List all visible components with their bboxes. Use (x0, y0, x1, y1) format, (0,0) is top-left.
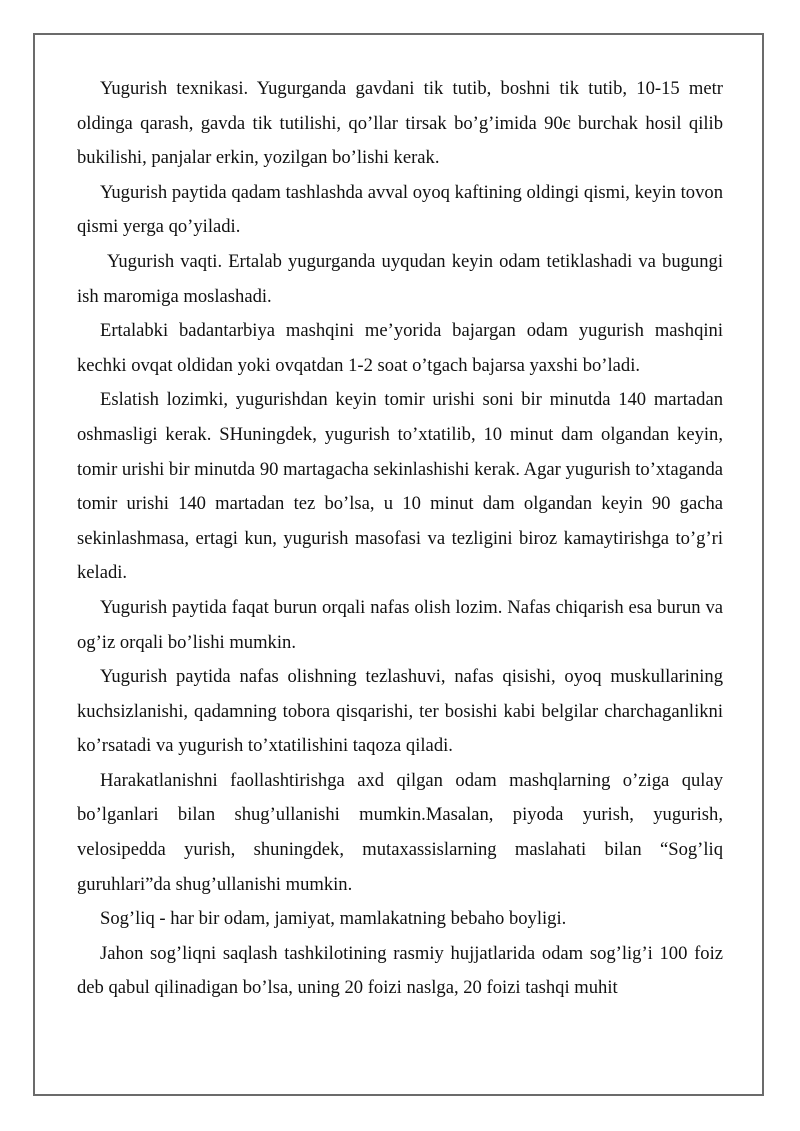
paragraph-health-wealth: Sog’liq - har bir odam, jamiyat, mamlakatning bebaho boyligi. (100, 908, 567, 930)
paragraph-who-health: Jahon sog’liqni saqlash tashkilotining rasmiy hujjatlarida odam sog’lig’i 100 foiz deb qabul qilinadigan bo’lsa, uning 20 foizi naslga, 20 foizi tashqi muhit (77, 942, 723, 999)
paragraph-breathing: Yugurish paytida faqat burun orqali nafas olish lozim. Nafas chiqarish esa burun va og’iz orqali bo’lishi mumkin. (77, 596, 723, 653)
paragraph-morning-exercise: Ertalabki badantarbiya mashqini me’yorida bajargan odam yugurish mashqini kechki ovqat oldidan yoki ovqatdan 1-2 soat o’tgach bajarsa yaxshi bo’ladi. (77, 320, 723, 376)
paragraph-fatigue-signs: Yugurish paytida nafas olishning tezlashuvi, nafas qisishi, oyoq muskullarining kuchsizlanishi, qadamning tobora qisqarishi, ter bosishi kabi belgilar charchaganlikni ko’rsatadi va yugurish to’xtatilishini taqoza qiladi. (77, 666, 723, 757)
paragraph-running-technique: Yugurish texnikasi. Yugurganda gavdani tik tutib, boshni tik tutib, 10-15 metr oldinga qarash, gavda tik tutilishi, qo’llar tirsak bo’g’imida 90є burchak hosil qilib bukilishi, panjalar erkin, yozilgan bo’lishi kerak. (77, 78, 723, 169)
paragraph-pulse-rate: Eslatish lozimki, yugurishdan keyin tomir urishi soni bir minutda 140 martadan oshmasligi kerak. SHuningdek, yugurish to’xtatilib, 10 minut dam olgandan keyin, tomir urishi bir minutda 90 martagacha sekinlashishi kerak. Agar yugurish to’xtaganda tomir urishi 140 martadan tez bo’lsa, u 10 minut dam olgandan keyin 90 gacha sekinlashmasa, ertagi kun, yugurish masofasi va tezligini biroz kamaytirishga to’g’ri keladi. (77, 389, 723, 584)
paragraph-foot-placement: Yugurish paytida qadam tashlashda avval oyoq kaftining oldingi qismi, keyin tovon qismi yerga qo’yiladi. (77, 181, 723, 238)
paragraph-running-time: Yugurish vaqti. Ertalab yugurganda uyqudan keyin odam tetiklashadi va bugungi ish maromiga moslashadi. (77, 250, 723, 307)
document-body (77, 72, 723, 1006)
paragraph-activity-types: Harakatlanishni faollashtirishga axd qilgan odam mashqlarning o’ziga qulay bo’lganlari bilan shug’ullanishi mumkin.Masalan, piyoda yurish, yugurish, velosipedda yurish, shuningdek, mutaxassislarning maslahati bilan “Sog’liq guruhlari”da shug’ullanishi mumkin. (77, 769, 723, 895)
